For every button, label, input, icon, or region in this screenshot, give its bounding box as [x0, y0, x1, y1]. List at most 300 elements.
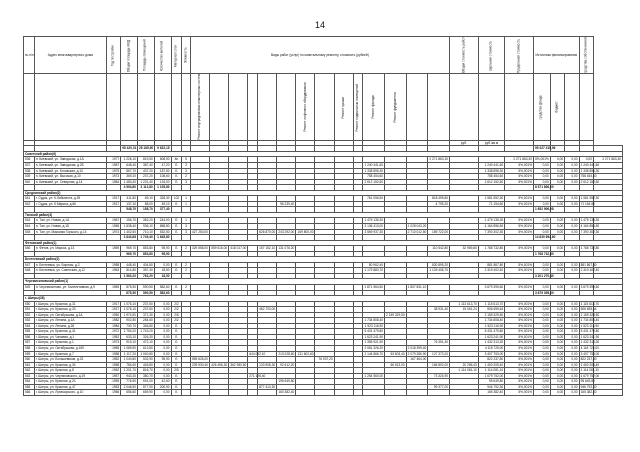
table-cell: п. Киевский, ул. Северная, д.14 [34, 179, 106, 185]
table-cell: 762,20 [137, 273, 154, 279]
table-cell: 352,20 [137, 218, 154, 224]
table-cell: 5%,001% [505, 373, 534, 379]
table-cell: 1958 [106, 362, 120, 368]
table-cell: 1917 [106, 301, 120, 307]
table-cell: 784,60 [121, 362, 138, 368]
table-cell: 5%,001% [505, 323, 534, 329]
table-cell: 134,00 [154, 179, 171, 185]
table-cell: 5%,001% [505, 368, 534, 374]
table-cell: Б [171, 384, 182, 390]
table-cell: 0,00 [533, 340, 550, 346]
header-total: Общая стоимость работ [450, 37, 479, 74]
table-cell: 95 420,01 [122, 146, 137, 151]
table-cell: 1982 [106, 318, 120, 324]
table-cell: 102 [171, 196, 182, 202]
table-cell: 131 602,60 [297, 351, 314, 356]
header-floors: Этажность [182, 37, 190, 74]
table-cell: г. Шигры, ул. Красная, д.8 [34, 368, 106, 374]
table-cell: 329 558,00 [192, 246, 208, 251]
table-cell: 0,00 [533, 384, 550, 390]
table-cell: п. Киевский, ул. Заводская, д.1А [34, 157, 106, 163]
table-cell: 99 377,00 [428, 384, 450, 390]
table-cell: 3 [182, 179, 190, 185]
table-cell: 1 623 241,90 [478, 334, 504, 340]
table-cell: 946 792,30 [580, 384, 597, 389]
table-cell: 165 382,40 [580, 390, 597, 395]
table-cell: 418 017,00 [230, 246, 247, 251]
table-cell: 1 645,80 [154, 235, 171, 241]
header-lift: Ремонт лифтового оборудования [296, 74, 315, 141]
table-cell: 346,80 [137, 323, 154, 329]
table-cell: 919,10 [121, 340, 138, 346]
table-cell: 1 231,40 [137, 179, 154, 185]
table-cell: Кп [171, 157, 182, 163]
table-cell: Б [171, 179, 182, 185]
table-cell: 659,90 [137, 390, 154, 396]
table-cell: 1952 [106, 368, 120, 374]
table-cell: 5%,001% [505, 362, 534, 368]
table-cell: 42,60 [154, 379, 171, 385]
header-residents: Количество жителей [154, 37, 171, 74]
table-cell: п. Бехтеевка, ул. Советская, д.12 [34, 268, 106, 274]
table-cell: 237,60 [137, 301, 154, 307]
table-cell: 0,00 [550, 334, 564, 340]
table-cell: 3 407 753,00 [478, 351, 504, 357]
header-facade: Ремонт фасада [363, 74, 385, 141]
table-cell: 5%,001% [505, 223, 534, 229]
table-cell: 1974 [106, 229, 120, 235]
table-cell: 462 703,00 [259, 307, 276, 312]
table-cell: 362 950,50 [230, 362, 247, 367]
table-cell: 110 542,80 [428, 246, 450, 252]
table-cell: 1 115 613,70 [580, 301, 599, 306]
table-cell: 1 [182, 201, 190, 207]
table-cell: г. Шигры, ул. Красная, д.34 [34, 362, 106, 368]
table-cell: 3 136 413,00 [364, 223, 384, 228]
table-cell: 369,20 [121, 174, 138, 180]
table-cell: 548,70 [121, 207, 138, 213]
table-cell: 0,00 [533, 362, 550, 368]
table-cell: 1 563,20 [121, 273, 138, 279]
table-cell: Б [171, 390, 182, 396]
table-cell: 540 [24, 179, 35, 185]
table-cell: 5%,001% [505, 351, 534, 357]
table-cell: п. Бехтеевка, ул. Бирюзы, д.3 [34, 262, 106, 268]
table-cell: 1 523 116,90 [364, 323, 384, 328]
table-header [24, 37, 623, 146]
table-cell: 380,70 [137, 373, 154, 379]
table-cell: 582,60 [154, 284, 171, 290]
table-cell: 5%,001% [505, 201, 534, 207]
table-cell: 0,00 [565, 174, 579, 180]
table-cell: Б [171, 168, 182, 174]
table-cell: 1959 [106, 379, 120, 385]
table-cell: 95,90 [154, 357, 171, 363]
table-cell: 0,00 [533, 307, 550, 313]
header-owners: средства собственников [579, 37, 593, 74]
table-cell: 0,00 [154, 323, 171, 329]
table-cell: 1 [182, 196, 190, 202]
table-cell: 1 679 752,00 [580, 373, 600, 378]
table-cell [353, 390, 363, 396]
table-cell: 0,00 [154, 301, 171, 307]
table-cell: 1 139 406,70 [429, 268, 448, 273]
table-cell: 582,60 [154, 290, 171, 296]
table-cell: Б [171, 246, 182, 252]
table-cell: 0,00 [565, 179, 579, 185]
table-cell: 0,00 [533, 162, 550, 168]
table-cell: Б [171, 229, 182, 235]
table-cell: 0,00 [565, 329, 579, 335]
table-cell: 0,00 [550, 362, 564, 368]
table-cell: 4 118 725,00 [580, 346, 599, 350]
table-cell: 1952 [106, 357, 120, 363]
table-cell: 868,80 [154, 223, 171, 229]
table-cell: 0,00 [550, 373, 564, 379]
table-cell: 877,90 [137, 384, 154, 390]
table-cell: 2/2 [171, 318, 182, 324]
table-cell: 1 483,40 [121, 179, 138, 185]
table-cell: 1 623 241,90 [580, 334, 600, 339]
table-cell [363, 390, 385, 396]
table-cell [428, 390, 450, 396]
table-cell: Б [171, 323, 182, 329]
header-area: Общая площадь МКД [121, 37, 138, 74]
table-cell: 1 768 732,80 [580, 246, 600, 251]
table-cell: 0,00 [533, 301, 550, 307]
table-cell: 0,00 [154, 329, 171, 335]
table-cell: 0,00 [550, 201, 564, 207]
header-found: Ремонт фундамента [385, 74, 407, 141]
table-cell: 0,00 [533, 168, 550, 174]
group-label: г. Шигры(38) [24, 296, 623, 302]
table-cell: 0,00 [565, 334, 579, 340]
table-cell: 818 495,80 [428, 196, 450, 202]
table-cell: 326,30 [137, 334, 154, 340]
table-cell: 1 226,10 [121, 157, 138, 163]
table-cell: 5%,001% [505, 346, 534, 352]
table-cell: 0,00 [154, 346, 171, 352]
table-cell: 1 117,20 [121, 351, 138, 357]
table-cell: 867,70 [121, 168, 138, 174]
table-cell: 15 061,24 [450, 307, 479, 313]
table-cell: 545 [24, 229, 35, 235]
table-cell: 0,00 [154, 351, 171, 357]
group-label: Танский район(3) [24, 212, 623, 218]
table-cell: г. Шигры, ул. Октябрьская, д.1А [34, 312, 106, 318]
table-cell: 0,00 [154, 307, 171, 313]
table-cell: г. Шигры, ул. Красная, д.7 [34, 351, 106, 357]
table-cell: 169 800,00 [297, 229, 314, 234]
table-cell: 76 937,20 [315, 357, 334, 363]
table-cell: 0,00 [550, 223, 564, 229]
table-cell: 167 464,00 [406, 357, 428, 363]
table-cell: 0,00 [579, 157, 593, 163]
table-cell: 0,00 [533, 284, 550, 290]
table-cell: 448,40 [121, 262, 138, 268]
table-cell: 943,20 [121, 373, 138, 379]
table-cell: 1 581 552,30 [580, 196, 600, 201]
table-cell: 5 431 479,80 [580, 329, 600, 334]
header-area-res: Площадь помещений [137, 37, 154, 74]
table-cell: 1 114 081,10 [478, 368, 504, 374]
table-cell: 127 373,20 [428, 351, 450, 357]
table-cell: г. Шигры, ул. Луначарского, д.10 [34, 390, 106, 396]
table-cell: 1953 [106, 384, 120, 390]
table-cell: 5%,001% [505, 284, 534, 290]
table-cell [406, 390, 428, 396]
table-cell: 0,00 [565, 246, 579, 252]
table-cell: г. Шигры, ул. Красная, д.47 [34, 384, 106, 390]
table-cell: 559 626,00 [192, 357, 208, 362]
table-cell: 5%,001% [505, 340, 534, 346]
table-cell: 166 802,00 [428, 362, 450, 368]
table-cell: 5 431 479,80 [364, 329, 384, 334]
table-cell: 5 [182, 157, 190, 163]
table-cell: 3 843,68 [121, 235, 138, 241]
table-cell: 1 240 441,60 [364, 162, 384, 167]
table-cell: 5%,001% [505, 196, 534, 202]
table-cell: 1984 [106, 323, 120, 329]
table-cell: 1 114 081,10 [580, 368, 599, 373]
table-cell: 2 [182, 262, 190, 268]
table-cell: 3 679 395,60 [534, 290, 554, 295]
table-cell: 0,00 [533, 312, 550, 318]
table-cell: 819,50 [137, 157, 154, 163]
table-cell: 1 [182, 218, 190, 224]
table-cell: 2 079 286,90 [407, 351, 427, 356]
table-cell: 0,00 [154, 318, 171, 324]
table-cell: 271 126,40 [249, 373, 266, 378]
table-cell: 5%,001% [505, 168, 534, 174]
table-cell: 875,50 [121, 284, 138, 290]
table-cell: 1 201,70 [121, 368, 138, 374]
table-cell: 830 895,20 [428, 262, 450, 268]
table-cell: 3 679 395,60 [580, 284, 600, 289]
table-cell: 5%,001% [505, 162, 534, 168]
page-number: 14 [314, 20, 325, 30]
capital-repair-table [23, 36, 623, 396]
table-cell: 590,50 [137, 290, 154, 296]
table-cell: 2 081 326,20 [364, 346, 384, 350]
table-cell: 561 [24, 362, 35, 368]
table-cell: 0,00 [550, 301, 564, 307]
table-cell: Б [171, 223, 182, 229]
table-cell: 648,40 [121, 162, 138, 168]
table-cell: 1 028 043,20 [407, 223, 427, 228]
header-address: Адрес многоквартирного дома [34, 37, 106, 74]
table-cell: 0,00 [565, 307, 579, 313]
table-cell: 1 179 883,70 [364, 268, 384, 273]
table-cell: 544 [24, 223, 35, 229]
table-cell: 0,00 [533, 334, 550, 340]
table-cell: 0,00 [533, 229, 550, 235]
table-cell [248, 390, 258, 396]
table-cell: 0,00 [565, 301, 579, 307]
table-cell: 1 113 613,70 [450, 301, 479, 307]
table-cell: 244,00 [154, 218, 171, 224]
table-cell: 0,00 [533, 368, 550, 374]
table-cell: Б [171, 357, 182, 363]
table-cell: 543 [24, 218, 35, 224]
table-cell: 0,00 [565, 201, 579, 207]
table-cell: 239 530,40 [192, 362, 208, 367]
table-cell: 853,80 [137, 246, 154, 252]
table-cell: 0,00 [565, 368, 579, 374]
table-cell: 96 239,40 [277, 201, 296, 207]
table-cell: Б [171, 379, 182, 385]
table-cell: 0,00 [550, 168, 564, 174]
table-cell: 7 390 302,30 [478, 229, 504, 235]
table-cell: 969,70 [121, 246, 138, 252]
table-cell: 1959 [106, 246, 120, 252]
table-cell: 0,00 [565, 223, 579, 229]
table-cell: 47,20 [154, 162, 171, 168]
table-cell: 0,00 [533, 223, 550, 229]
header-fund-group: Источники финансирования [533, 37, 579, 74]
table-cell: 1 402,50 [121, 229, 138, 235]
table-cell: Б [171, 284, 182, 290]
table-cell: 0,00 [565, 384, 579, 390]
table-cell: 0,00 [565, 340, 579, 346]
table-cell: 2 [182, 268, 190, 274]
table-cell: 1 400 205,40 [580, 362, 600, 367]
table-cell: 2 710 012,50 [407, 229, 427, 234]
table-cell: 0,00 [565, 229, 579, 235]
table-cell: 0,00 [565, 268, 579, 274]
header-base: Ремонт подвальных помещений [353, 74, 363, 141]
table-cell: 816,70 [137, 368, 154, 374]
table-cell: 0,00 [533, 351, 550, 357]
table-cell: 1 523 116,90 [478, 323, 504, 329]
table-cell: 0,00 [533, 357, 550, 363]
table-cell: г. Шигры, ул. Ленина, д.28 [34, 323, 106, 329]
table-cell: 1 734 808,40 [364, 318, 384, 323]
table-cell: 0,00 [533, 329, 550, 335]
table-cell: 4 164 856,50 [580, 223, 600, 228]
table-row [24, 390, 623, 396]
table-cell: 563 [24, 373, 35, 379]
table-cell: 0,00 [550, 329, 564, 335]
table-cell: г. Шигры, ул. Ленина, д.1А [34, 318, 106, 324]
table-cell: 969,70 [121, 251, 138, 257]
table-cell: 0,00 [565, 362, 579, 368]
table-cell: г. Шигры, ул. Красная, д.1 [34, 340, 106, 346]
table-cell: 1977 [106, 157, 120, 163]
table-cell: 633,10 [121, 334, 138, 340]
table-cell: 7 390 302,30 [580, 229, 600, 234]
table-cell [334, 390, 353, 396]
table-cell: Б [171, 268, 182, 274]
table-cell: 187,50 [154, 168, 171, 174]
table-cell: 3 679 395,60 [478, 284, 504, 290]
table-cell: 328,30 [154, 196, 171, 202]
table-cell: 556 [24, 334, 35, 340]
table-cell: 80 962,40 [363, 262, 385, 268]
table-cell: 3 [182, 223, 190, 229]
table-cell: 1950 [106, 312, 120, 318]
table-cell: 5%,001% [505, 229, 534, 235]
table-cell: 565 [24, 384, 35, 390]
table-cell: 0,00 [533, 318, 550, 324]
table-cell: 559 516,00 [211, 246, 228, 251]
table-cell: 2 754,20 [121, 329, 138, 335]
table-cell: 0,00 [550, 229, 564, 235]
table-cell: 730,70 [121, 323, 138, 329]
table-cell: 2 612 152,60 [580, 179, 600, 184]
table-cell: 0,00 [565, 157, 579, 163]
table-cell: 25 185,50 [138, 146, 154, 151]
table-cell: 0,00 [533, 218, 550, 224]
table-cell: п. Черемисиново, ул. Коллективная, д.9 [34, 284, 106, 290]
table-cell: 1 240 441,60 [580, 162, 600, 167]
table-cell: 1975 [106, 168, 120, 174]
table-cell: 5%,001% [505, 262, 534, 268]
table-cell: 88,00 [137, 201, 154, 207]
table-cell: 3 [182, 229, 190, 235]
table-cell: 1972 [106, 329, 120, 335]
table-cell: 902,80 [121, 318, 138, 324]
table-cell: 1 475 135,30 [580, 218, 600, 223]
table-cell: 626 870,00 [259, 229, 276, 234]
table-cell: 5%,001% [505, 379, 534, 385]
table-cell: 0,00 [550, 312, 564, 318]
header-unit-rub: руб. [450, 140, 479, 146]
table-cell: 1 734 808,40 [580, 318, 600, 323]
table-cell: 532,50 [154, 229, 171, 235]
table-cell: 5%,001% [505, 390, 534, 396]
table-cell: 758 454,60 [478, 174, 504, 180]
table-cell: 0,00 [533, 262, 550, 268]
table-cell: 710,10 [137, 229, 154, 235]
table-cell: г. Шигры, ул. Чапаева, д.1 [34, 334, 106, 340]
header-eng: Ремонт внутридомовых инженерных систем [190, 74, 209, 141]
table-cell: п. Киевский, ул. Высокая, д.10 [34, 174, 106, 180]
group-label: Черемисиновский район(1) [24, 279, 623, 285]
table-cell: 0,00 [565, 284, 579, 290]
table-cell: 2 319 402,40 [580, 268, 600, 273]
table-cell: п. Фетов, ул. Маркса, д.13 [34, 246, 106, 252]
table-cell: 5%,001% [505, 318, 534, 324]
table-cell: 557 [24, 340, 35, 346]
table-cell: 0,00 [550, 179, 564, 185]
table-cell: 95,90 [154, 251, 171, 257]
table-cell: 5%,001% [505, 307, 534, 313]
table-cell: 1 076,10 [121, 307, 138, 313]
table-cell: 387,40 [137, 162, 154, 168]
table-cell: 0,00 [550, 340, 564, 346]
table-cell [385, 390, 407, 396]
header-unit: Удельная стоимость [478, 37, 504, 74]
table-cell: 1963 [106, 268, 120, 274]
table-cell: 936,10 [137, 223, 154, 229]
table-cell: 1965 [106, 223, 120, 229]
table-cell: 95,90 [154, 246, 171, 252]
group-label: Фетовский район(1) [24, 240, 623, 246]
table-cell: 550 [24, 301, 35, 307]
header-no: № п/п [24, 37, 35, 74]
table-cell: 1987 [106, 162, 120, 168]
table-cell: 536 [24, 157, 35, 163]
table-cell: 537 [24, 162, 35, 168]
table-cell: 5%,001% [505, 174, 534, 180]
table-cell: г. Шигры, ул. Большевиков, д.23 [34, 357, 106, 363]
table-cell: 213 028,60 [278, 351, 295, 356]
table-cell: Б [171, 373, 182, 379]
table-cell: 2 271 863,30 [593, 157, 622, 163]
table-cell: Б [171, 201, 182, 207]
table-cell: 1 040,80 [137, 351, 154, 357]
